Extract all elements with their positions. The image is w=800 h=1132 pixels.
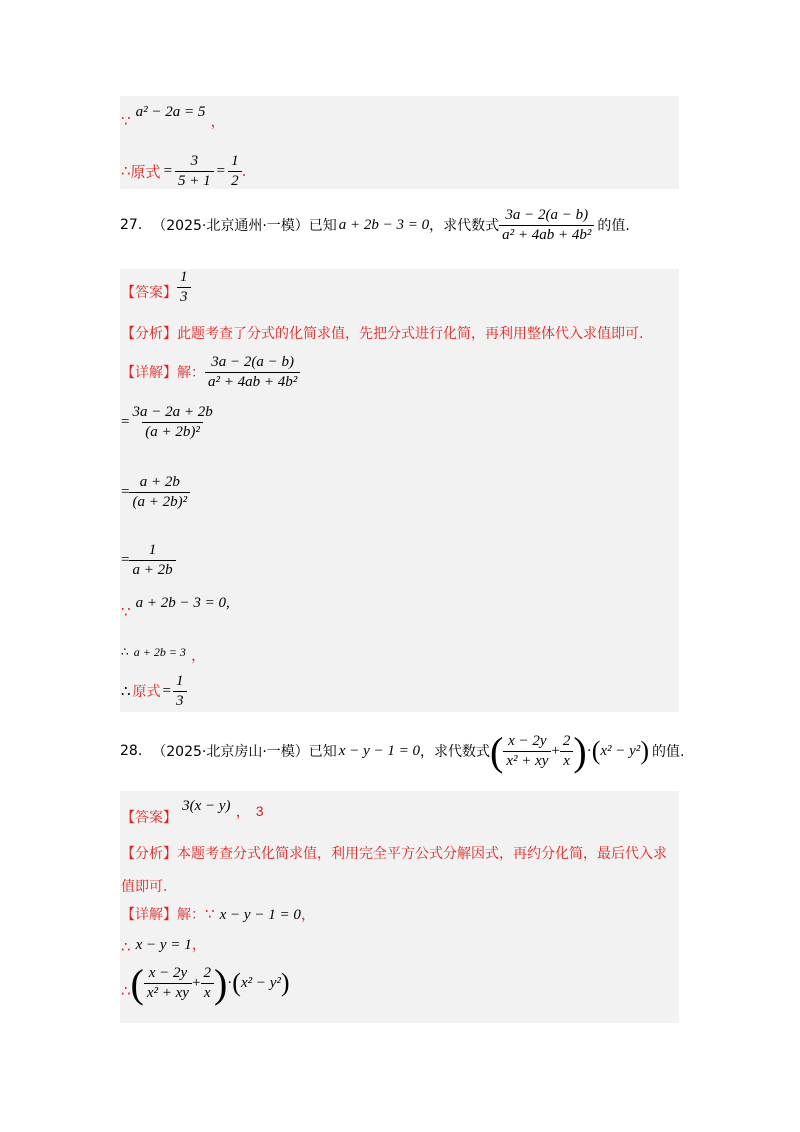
box1-line2-label: 原式 — [130, 162, 161, 181]
question-27-expression: $\frac{3a - 2(a - b)}{\text{a² + 4ab + 4b²}}$ — [499, 207, 594, 244]
detail-27-step1: = $\frac{3a - 2a + 2b}{\text{(a + 2b)²}}$ — [121, 398, 216, 446]
detail-28-therefore2: ∴ ( $\frac{x - 2y}{\text{x² + xy}}$ + $\frac{2}{x}$ ) · ( x² − y² ) — [121, 960, 290, 1006]
detail-27-step0: $\frac{3a - 2(a - b)}{\text{a² + 4ab + 4b²}}$ — [205, 354, 300, 391]
detail-27 — [121, 350, 300, 394]
question-27 — [120, 200, 630, 250]
question-28-fraction1: $\frac{x - 2y}{\text{x² + xy}}$ — [503, 733, 551, 770]
box1-line1-math: a² − 2a = 5 — [135, 104, 206, 120]
question-28-fraction2: $\frac{2}{x}$ — [560, 733, 574, 770]
question-28-condition: x − y − 1 = 0 — [338, 742, 420, 759]
detail-28-factor: x² − y² — [240, 974, 281, 991]
box1-line2 — [121, 150, 246, 192]
analysis-28 — [121, 843, 667, 863]
detail-27-because: ∵ a + 2b − 3 = 0, — [121, 595, 230, 621]
question-27-mid-text: ，求代数式 — [429, 218, 500, 234]
question-27-source: （2025·北京通州·一模）已知 — [152, 218, 337, 234]
question-28-factor: x² − y² — [600, 742, 641, 759]
analysis-28-tag: 【分析】 — [121, 846, 177, 862]
analysis-27-text: 此题考查了分式的化简求值，先把分式进行化简，再利用整体代入求值即可. — [177, 326, 644, 342]
answer-28: 【答案】 3(x − y) ， 3 — [121, 798, 264, 826]
therefore-symbol: ∴ — [121, 645, 129, 659]
detail-28-fraction1: $\frac{x - 2y}{\text{x² + xy}}$ — [144, 965, 192, 1002]
detail-27-step2-fraction: $\frac{a + 2b}{\text{(a + 2b)²}}$ — [129, 474, 190, 511]
analysis-28-line1: 本题考查分式化简求值，利用完全平方公式分解因式，再约分化简，最后代入求 — [177, 846, 667, 862]
because-symbol: ∵ — [121, 603, 131, 621]
detail-27-step1-fraction: $\frac{3a - 2a + 2b}{\text{(a + 2b)²}}$ — [132, 403, 213, 440]
detail-27-tag: 【详解】 — [121, 365, 177, 381]
answer-27 — [121, 270, 191, 314]
analysis-28-line2: 值即可. — [121, 879, 168, 895]
detail-27-step2: = $\frac{a + 2b}{\text{(a + 2b)²}}$ — [121, 468, 190, 516]
box1-line1 — [121, 100, 226, 130]
box1-line2-fraction: $\frac{3}{5 + 1}$ — [175, 153, 214, 190]
box1-line1-punct: ， — [210, 112, 226, 130]
detail-28-tag: 【详解】 — [121, 907, 177, 923]
question-27-number: 27. — [120, 217, 143, 233]
answer-27-fraction: $\frac{1}{3}$ — [177, 269, 191, 306]
because-symbol: ∵ — [205, 905, 215, 923]
because-symbol: ∵ — [121, 112, 131, 130]
question-28-number: 28. — [120, 743, 143, 759]
box1-line2-eq: = — [163, 162, 173, 179]
therefore-symbol: ∴ — [121, 982, 131, 1000]
answer-28-math: 3(x − y) — [182, 798, 231, 814]
answer-27-tag: 【答案】 — [121, 285, 177, 301]
box1-line2-fraction2: $\frac{1}{2}$ — [228, 153, 242, 190]
detail-27-jie: 解： — [177, 365, 205, 381]
therefore-symbol: ∴ — [121, 162, 131, 180]
box1-line2-end: . — [241, 162, 247, 180]
analysis-27 — [121, 323, 643, 343]
therefore-symbol: ∴ — [121, 682, 131, 700]
detail-28: 【详解】解：∵ x − y − 1 = 0， — [121, 905, 316, 923]
answer-28-tag: 【答案】 — [121, 810, 177, 826]
question-28-end-text: 的值. — [651, 744, 685, 760]
answer-28-value: 3 — [255, 803, 264, 819]
detail-28-fraction2: $\frac{2}{x}$ — [200, 965, 214, 1002]
box1-line2-eq2: = — [216, 162, 226, 179]
question-27-end-text: 的值. — [597, 218, 630, 234]
detail-27-therefore2: ∴ 原式 = $\frac{1}{3}$ — [121, 671, 187, 711]
detail-27-step3: = $\frac{1}{a + 2b}$ — [121, 539, 176, 581]
question-28-source: （2025·北京房山·一模）已知 — [152, 744, 337, 760]
detail-27-therefore1: ∴ a + 2b = 3 ， — [121, 645, 207, 664]
detail-28-therefore1: ∴ x − y = 1， — [121, 935, 207, 956]
therefore-symbol: ∴ — [121, 938, 131, 956]
question-28-mid-text: ，求代数式 — [419, 744, 490, 760]
question-27-condition: a + 2b − 3 = 0 — [338, 216, 430, 233]
question-28: 28. （2025·北京房山·一模）已知 x − y − 1 = 0 ，求代数式 ( $\frac{x - 2y}{\text{x² + xy}}$ + $\frac{2}{x}$ ) · ( x² − y² ) 的值. — [120, 728, 685, 774]
analysis-27-tag: 【分析】 — [121, 326, 177, 342]
detail-27-result-fraction: $\frac{1}{3}$ — [173, 673, 187, 710]
detail-27-step3-fraction: $\frac{1}{a + 2b}$ — [129, 542, 175, 579]
